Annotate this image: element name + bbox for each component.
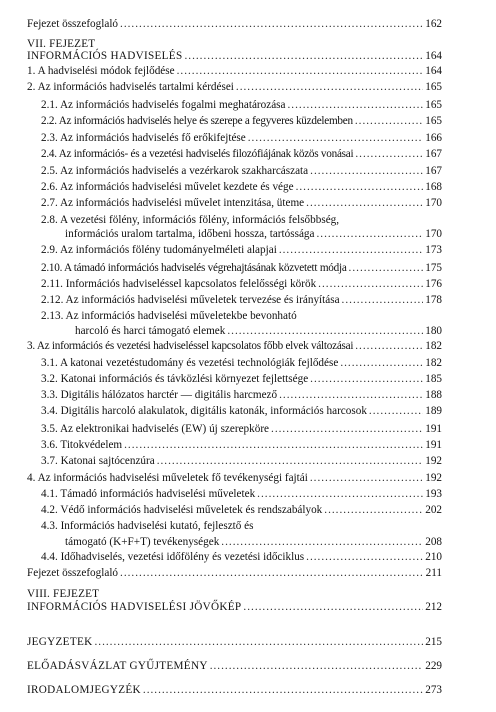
- toc-entry-title: 3. Az információs és vezetési hadviseléssel kapcsolatos főbb elvek változásai: [27, 340, 354, 352]
- toc-entry-page: 164: [425, 65, 442, 77]
- toc-entry-title: 4.3. Információs hadviselési kutató, fejlesztő és: [41, 520, 254, 532]
- dot-leader: [318, 278, 423, 291]
- dot-leader: [257, 488, 423, 501]
- toc-entry-page: 162: [425, 18, 442, 30]
- dot-leader: [120, 18, 423, 31]
- toc-entry[interactable]: [41, 262, 442, 275]
- toc-entry-page: 165: [425, 99, 442, 111]
- toc-entry[interactable]: [65, 228, 442, 241]
- toc-entry-title-continuation: információs uralom tartalma, időbeni hossza, tartóssága: [65, 228, 315, 240]
- toc-entry-title: 2.4. Az információs- és a vezetési hadviselés filozófiájának közös vonásai: [41, 148, 354, 160]
- toc-entry-summary[interactable]: [27, 567, 442, 580]
- chapter-label: VII. FEJEZET: [27, 38, 96, 50]
- toc-entry-title: 2.12. Az információs hadviselési műveletek tervezése és irányítása: [41, 294, 340, 306]
- toc-entry-title-continuation: harcoló és harci támogató elemek: [75, 325, 226, 337]
- toc-entry[interactable]: [75, 325, 442, 338]
- dot-leader: [306, 197, 423, 210]
- toc-entry-title: 2.6. Az információs hadviselési művelet kezdete és vége: [41, 181, 294, 193]
- toc-entry-page: 212: [425, 601, 442, 613]
- toc-entry-page: 202: [425, 504, 442, 516]
- toc-entry-title: 4.1. Támadó információs hadviselési műveletek: [41, 488, 256, 500]
- toc-entry-title: 4.2. Védő információs hadviselési műveletek és rendszabályok: [41, 504, 323, 516]
- toc-entry[interactable]: [41, 439, 442, 452]
- toc-entry-page: 175: [425, 262, 442, 274]
- toc-entry[interactable]: [41, 488, 442, 501]
- dot-leader: [355, 148, 423, 161]
- toc-entry-chapter-title[interactable]: [27, 50, 442, 63]
- toc-entry-title: 2.8. A vezetési fölény, információs fölény, információs felsőbbség,: [41, 214, 340, 226]
- toc-entry-page: 176: [425, 278, 442, 290]
- toc-entry-summary[interactable]: [27, 18, 442, 31]
- toc-entry-title: IRODALOMJEGYZÉK: [27, 684, 141, 696]
- dot-leader: [349, 262, 424, 275]
- toc-entry-page: 273: [425, 684, 442, 696]
- toc-entry-title: 2. Az információs hadviselés tartalmi kérdései: [27, 81, 234, 93]
- dot-leader: [316, 228, 423, 241]
- toc-entry[interactable]: [41, 455, 442, 468]
- dot-leader: [94, 636, 423, 649]
- toc-entry-title: 3.7. Katonai sajtócenzúra: [41, 455, 155, 467]
- toc-entry-title: 2.7. Az információs hadviselési művelet intenzitása, üteme: [41, 197, 305, 209]
- toc-entry[interactable]: [41, 197, 442, 210]
- toc-entry-title: 2.2. Az információs hadviselés helye és szerepe a fegyveres küzdelemben: [41, 115, 353, 127]
- toc-entry[interactable]: [41, 99, 442, 112]
- toc-entry[interactable]: [41, 165, 442, 178]
- toc-entry-page: 229: [425, 660, 442, 672]
- toc-entry-title: 4.4. Időhadviselés, vezetési időfölény és vezetési időciklus: [41, 551, 305, 563]
- dot-leader: [184, 50, 423, 63]
- toc-entry-page: 170: [425, 197, 442, 209]
- toc-entry-page: 192: [425, 455, 442, 467]
- toc-entry[interactable]: [41, 115, 442, 128]
- toc-entry-lectures[interactable]: [27, 660, 442, 673]
- toc-entry-page: 191: [425, 439, 442, 451]
- toc-entry[interactable]: [41, 148, 442, 161]
- dot-leader: [210, 660, 424, 673]
- toc-entry-title: 3.5. Az elektronikai hadviselés (EW) új szerepköre: [41, 423, 270, 435]
- toc-entry-page: 188: [425, 389, 442, 401]
- toc-entry-page: 193: [425, 488, 442, 500]
- dot-leader: [143, 684, 423, 697]
- dot-leader: [236, 81, 423, 94]
- toc-entry-title: 1. A hadviselési módok fejlődése: [27, 65, 175, 77]
- dot-leader: [310, 165, 423, 178]
- dot-leader: [306, 551, 423, 564]
- toc-entry[interactable]: [41, 373, 442, 386]
- toc-entry-title: 3.6. Titokvédelem: [41, 439, 123, 451]
- toc-entry-title: 2.10. A támadó információs hadviselés végrehajtásának közvetett módja: [41, 262, 347, 274]
- dot-leader: [342, 294, 424, 307]
- toc-entry-page: 173: [425, 244, 442, 256]
- toc-entry-title: 2.9. Az információs fölény tudományelméleti alapjai: [41, 244, 277, 256]
- toc-entry[interactable]: [27, 81, 442, 94]
- toc-entry-notes[interactable]: [27, 636, 442, 649]
- toc-entry-title: JEGYZETEK: [27, 636, 93, 648]
- toc-entry-page: 211: [425, 567, 442, 579]
- dot-leader: [288, 99, 424, 112]
- dot-leader: [296, 181, 424, 194]
- toc-entry-title: 3.4. Digitális harcoló alakulatok, digitális katonák, információs harcosok: [41, 405, 367, 417]
- dot-leader: [248, 132, 423, 145]
- toc-entry-title: 4. Az információs hadviselési műveletek fő tevékenységi fajtái: [27, 472, 308, 484]
- toc-entry-page: 208: [425, 536, 442, 548]
- toc-entry-page: 182: [425, 340, 442, 352]
- toc-entry[interactable]: [41, 294, 442, 307]
- toc-entry-page: 167: [425, 148, 442, 160]
- toc-entry-page: 189: [425, 405, 442, 417]
- toc-entry-page: 170: [425, 228, 442, 240]
- toc-entry-title: INFORMÁCIÓS HADVISELÉS: [27, 50, 183, 62]
- toc-entry-title: 2.5. Az információs hadviselés a vezérkarok szakharcászata: [41, 165, 309, 177]
- dot-leader: [157, 455, 424, 468]
- toc-entry-title: Fejezet összefoglaló: [27, 567, 119, 579]
- dot-leader: [221, 536, 423, 549]
- dot-leader: [310, 472, 423, 485]
- toc-entry-page: 180: [425, 325, 442, 337]
- toc-entry[interactable]: [41, 357, 442, 370]
- toc-entry-chapter-title[interactable]: [27, 601, 442, 614]
- toc-entry-title: 2.1. Az információs hadviselés fogalmi meghatározása: [41, 99, 286, 111]
- toc-entry-title: ELŐADÁSVÁZLAT GYŰJTEMÉNY: [27, 660, 208, 672]
- dot-leader: [355, 115, 423, 128]
- toc-entry-title: 2.11. Információs hadviseléssel kapcsolatos felelősségi körök: [41, 278, 317, 290]
- dot-leader: [243, 601, 423, 614]
- dot-leader: [124, 439, 423, 452]
- dot-leader: [324, 504, 423, 517]
- toc-entry-title-continuation: támogató (K+F+T) tevékenységek: [65, 536, 220, 548]
- toc-entry-page: 185: [425, 373, 442, 385]
- toc-entry[interactable]: [41, 504, 442, 517]
- toc-entry-bibliography[interactable]: [27, 684, 442, 697]
- toc-entry-page: 215: [425, 636, 442, 648]
- toc-entry[interactable]: [27, 65, 442, 78]
- dot-leader: [310, 373, 423, 386]
- dot-leader: [271, 423, 423, 436]
- dot-leader: [279, 244, 423, 257]
- toc-entry-page: 182: [425, 357, 442, 369]
- toc-entry[interactable]: [65, 536, 442, 549]
- dot-leader: [369, 405, 423, 418]
- toc-entry-title: 2.13. Az információs hadviselési műveletekbe bevonható: [41, 310, 297, 322]
- toc-entry[interactable]: [41, 132, 442, 145]
- toc-entry[interactable]: [41, 405, 442, 418]
- toc-entry-page: 191: [425, 423, 442, 435]
- toc-entry-page: 168: [425, 181, 442, 193]
- toc-entry-page: 192: [425, 472, 442, 484]
- toc-entry[interactable]: [27, 340, 442, 353]
- toc-entry-title: 2.3. Az információs hadviselés fő erőkifejtése: [41, 132, 246, 144]
- dot-leader: [279, 389, 423, 402]
- dot-leader: [227, 325, 423, 338]
- toc-entry[interactable]: [41, 389, 442, 402]
- toc-entry-page: 166: [425, 132, 442, 144]
- toc-entry[interactable]: [41, 423, 442, 436]
- chapter-label: VIII. FEJEZET: [27, 588, 100, 600]
- toc-entry-page: 167: [425, 165, 442, 177]
- toc-entry[interactable]: [41, 551, 442, 564]
- dot-leader: [177, 65, 424, 78]
- toc-entry[interactable]: [41, 278, 442, 291]
- toc-entry-page: 164: [425, 50, 442, 62]
- toc-entry[interactable]: [41, 244, 442, 257]
- toc-entry-title: 3.2. Katonai információs és távközlési környezet fejlettsége: [41, 373, 309, 385]
- dot-leader: [120, 567, 424, 580]
- toc-entry[interactable]: [41, 181, 442, 194]
- toc-entry-title: Fejezet összefoglaló: [27, 18, 119, 30]
- toc-entry-page: 178: [425, 294, 442, 306]
- toc-entry-page: 165: [425, 81, 442, 93]
- toc-entry-title: INFORMÁCIÓS HADVISELÉSI JÖVŐKÉP: [27, 601, 242, 613]
- toc-entry-title: 3.1. A katonai vezetéstudomány és vezetési technológiák fejlődése: [41, 357, 339, 369]
- toc-entry-page: 210: [425, 551, 442, 563]
- dot-leader: [340, 357, 423, 370]
- dot-leader: [355, 340, 423, 353]
- toc-entry-page: 165: [425, 115, 442, 127]
- toc-entry[interactable]: [27, 472, 442, 485]
- toc-entry-title: 3.3. Digitális hálózatos harctér — digitális harcmező: [41, 389, 278, 401]
